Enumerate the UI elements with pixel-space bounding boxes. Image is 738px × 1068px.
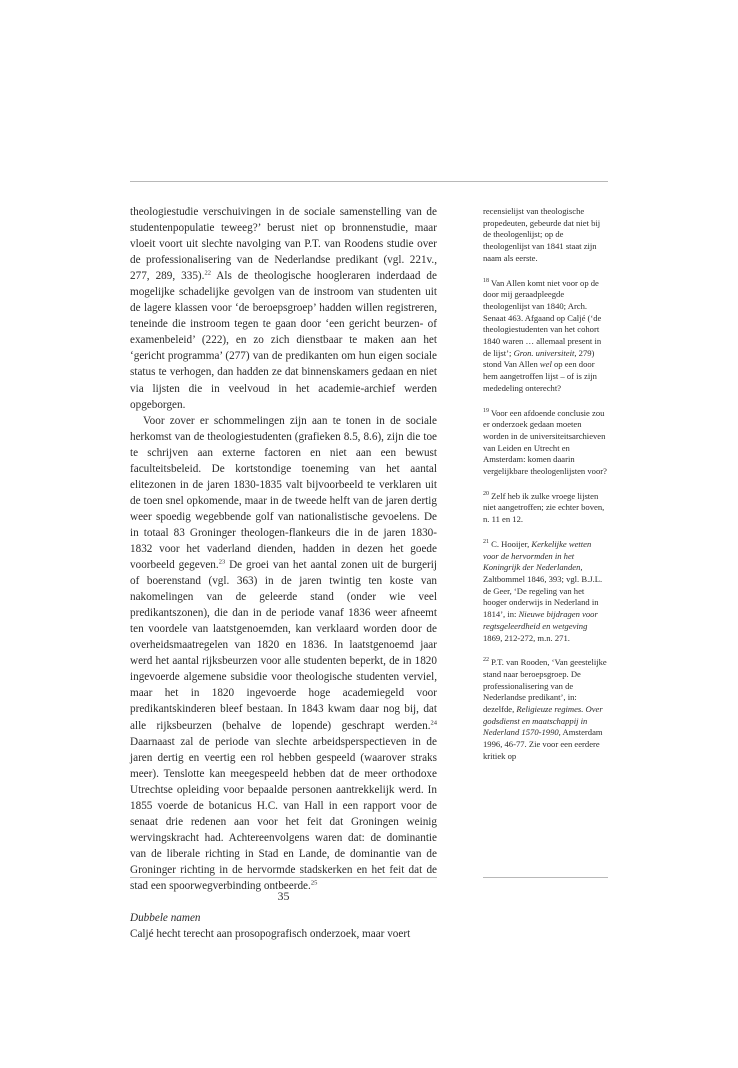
top-rule — [130, 181, 608, 182]
footnote-ref-22[interactable]: 22 — [204, 269, 211, 277]
paragraph-2: Voor zover er schommelingen zijn aan te tonen in de sociale herkomst van de theologiestudenten (grafieken 8.5, 8.6), zijn die toe te schrijven aan externe factoren en niet aan een bewust faculteitsbeleid. De kortstondige toeneming van het aantal elitezonen in de jaren 1830-1835 valt bijvoorbeeld te verklaren uit de toen snel opkomende, maar in de tweede helft van de jaren dertig weer spoedig wegebbende golf van nationalistische gevoelens. De in totaal 83 Groninger theologen-flankeurs die in de jaren 1830-1832 voor het vaderland dienden, hadden in dezen het goede voorbeeld gegeven.$^{23}$ De groei van het aantal zonen uit de burgerij of boerenstand (vgl. 363) in de jaren twintig ten koste van nakomelingen van de geleerde stand (onder wie veel predikantszonen), die dan in de periode vanaf 1836 weer afneemt ten voordele van laatstgenoemden, kan verklaard worden door de overheidsmaatregelen van 1820 en 1836. In laatstgenoemd jaar werd het aantal rijksbeurzen voor alle studenten beperkt, de in 1820 ingevoerde algemene subsidie voor theologische studenten verviel, maar het in 1820 ingevoerde hoge academiegeld voor predikantskinderen bleef bestaan. In 1843 kwam daar nog bij, dat alle rijksbeurzen (behalve de lopende) geschrapt werden.$^{24}$ Daarnaast zal de periode van slechte arbeidsperspectieven in de jaren dertig en veertig een rol hebben gespeeld (waarover straks meer). Tenslotte kan meegespeeld hebben dat de meer orthodoxe Utrechtse opleiding voor bepaalde personen aantrekkelijk werd. In 1855 voerde de botanicus H.C. van Hall in een rapport voor de senaat drie redenen aan voor het feit dat Groningen weinig wervingskracht had. Achtereenvolgens waren dat: de dominantie van de liberale richting in Stad en Lande, de dominantie van de Groninger richting in de hervormde stadskerken en het feit dat de stad een spoorwegverbinding ontbeerde.$^{25}$ — [130, 414, 437, 892]
footnote-20: $^{20}$ Zelf heb ik zulke vroege lijsten niet aangetroffen; zie echter boven, n. 11 en 12. — [483, 490, 605, 525]
footnote-number: 19 — [483, 407, 489, 414]
bottom-rule-main — [130, 877, 437, 878]
footnote-18: $^{18}$ Van Allen komt niet voor op de door mij geraadpleegde theologenlijst van 1840; Arch. Senaat 463. Afgaand op Caljé (‘de theologiestudenten van het cohort 1840 waren … allemaal present in de lijst’; Gron. universiteit, 279) stond Van Allen wel op een door hem aangetroffen lijst – of is zijn mededeling onterecht? — [483, 277, 602, 393]
footnote-19: $^{19}$ Voor een afdoende conclusie zou er onderzoek gedaan moeten worden in de universiteitsarchieven van Leiden en Utrecht en Amsterdam: komen daarin vergelijkbare theologenlijsten voor? — [483, 407, 607, 477]
footnote-number: 22 — [483, 657, 489, 664]
main-text-column — [130, 204, 437, 942]
paragraph-1: theologiestudie verschuivingen in de sociale samenstelling van de studentenpopulatie teweeg?’ berust niet op bronnenstudie, maar vloeit voort uit slechte navolging van P.T. van Roodens studie over de professionalisering van de Nederlandse predikant (vgl. 221v., 277, 289, 335).$^{22}$ Als de theologische hoogleraren inderdaad de mogelijke schadelijke gevolgen van de instroom van studenten uit de lagere klassen voor ‘de beroepsgroep’ hadden willen registreren, teneinde die instroom tegen te gaan door ‘een gericht beurzen- of examenbeleid’ (222), en zo zich dienstbaar te maken aan het ‘gericht programma’ (277) van de predikanten om hun eigen sociale status te verhogen, dan hadden ze dat binnenskamers gedaan en niet via lijsten die in veelvoud in het academie-archief werden opgeborgen. — [130, 206, 437, 411]
footnote-number: 18 — [483, 277, 489, 284]
page-number: 35 — [277, 889, 290, 903]
footnote-22: $^{22}$ P.T. van Rooden, ‘Van geestelijke stand naar beroepsgroep. De professionalisering van de Nederlandse predikant’, in: dezelfde, Religieuze regimes. Over godsdienst en maatschappij in Nederland 1570-1990, Amsterdam 1996, 46-77. Zie voor een eerdere kritiek op — [483, 657, 607, 761]
paragraph-3: Caljé hecht terecht aan prosopografisch onderzoek, maar voert — [130, 928, 411, 941]
footnote-21: $^{21}$ C. Hooijer, Kerkelijke wetten voor de hervormden in het Koningrijk der Nederlanden, Zaltbommel 1846, 393; vgl. B.J.L. de Geer, ‘De regeling van het hooger onderwijs in Nederland in 1814’, in: Nieuwe bijdragen voor regtsgeleerdheid en wetgeving 1869, 212-272, m.n. 271. — [483, 538, 603, 643]
footnotes-column — [483, 206, 608, 776]
footnote-continued: recensielijst van theologische propedeuten, gebeurde dat niet bij de theologenlijst; op de theologenlijst van 1841 staat zijn naam als eerste. — [483, 206, 601, 263]
footnote-number: 21 — [483, 539, 489, 546]
footnote-ref-25[interactable]: 25 — [310, 879, 318, 887]
footnote-ref-23[interactable]: 23 — [218, 558, 226, 566]
footnote-number: 20 — [483, 490, 489, 497]
bottom-rule-notes — [483, 877, 608, 878]
section-heading: Dubbele namen — [130, 912, 201, 925]
footnote-ref-24[interactable]: 24 — [430, 718, 437, 726]
